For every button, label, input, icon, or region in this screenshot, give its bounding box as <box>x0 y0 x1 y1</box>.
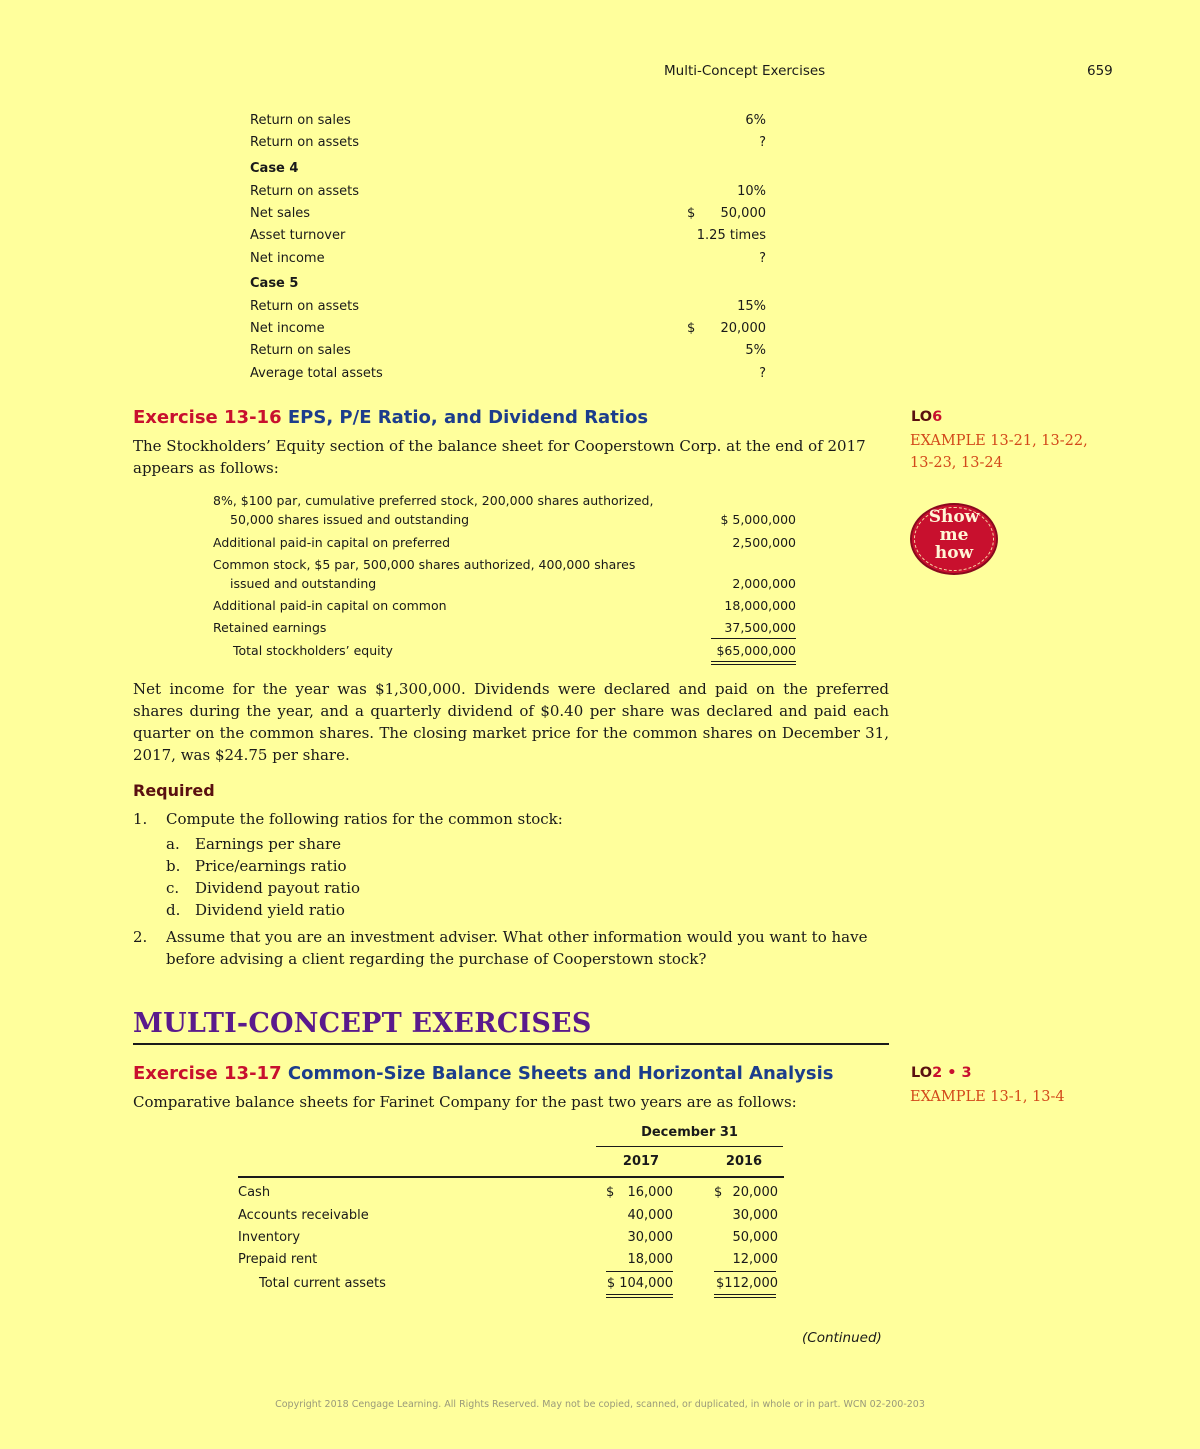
row-label: Net income <box>250 321 325 336</box>
list-marker: b. <box>166 857 181 875</box>
table-row <box>250 299 766 319</box>
lo-number: 6 <box>932 409 943 425</box>
table-row <box>238 1185 778 1205</box>
exercise-16-intro <box>133 435 889 479</box>
lo-label <box>911 1065 972 1081</box>
list-text <box>166 926 867 970</box>
list-marker: 2. <box>133 928 148 946</box>
list-item <box>133 926 889 970</box>
exercise-17-heading <box>133 1063 833 1084</box>
table-row <box>250 206 766 226</box>
example-reference[interactable] <box>910 430 1088 474</box>
exercise-17-intro: Comparative balance sheets for Farinet Company for the past two years are as follows: <box>133 1093 797 1111</box>
row-value-2016: 30,000 <box>732 1208 778 1223</box>
show-me-how-button[interactable] <box>910 503 998 575</box>
table-row <box>213 512 796 532</box>
list-item <box>133 808 889 830</box>
row-label: Accounts receivable <box>238 1208 369 1223</box>
row-value: ? <box>759 366 766 381</box>
row-currency: $ <box>687 321 696 336</box>
row-label: Net sales <box>250 206 311 221</box>
badge-word: Show <box>928 507 980 527</box>
row-label: Inventory <box>238 1230 301 1245</box>
table-row <box>238 1276 778 1296</box>
row-value-2016: $112,000 <box>715 1276 778 1291</box>
table-row <box>238 1230 778 1250</box>
table-row <box>213 643 796 663</box>
row-value-2017: 16,000 <box>627 1185 673 1200</box>
section-heading: MULTI-CONCEPT EXERCISES <box>133 1008 592 1039</box>
list-item <box>166 833 566 855</box>
row-label: Case 4 <box>250 161 299 176</box>
row-value-2016: 20,000 <box>732 1185 778 1200</box>
row-value: 37,500,000 <box>724 620 796 635</box>
list-item <box>166 899 566 921</box>
row-value: ? <box>759 251 766 266</box>
table-row <box>250 184 766 204</box>
total-double-rule <box>711 664 796 665</box>
case-heading <box>250 276 766 296</box>
page-number: 659 <box>1087 63 1113 79</box>
table-header: December 31 <box>641 1125 738 1140</box>
row-label: Return on sales <box>250 113 351 128</box>
row-value: 6% <box>745 113 766 128</box>
required-heading: Required <box>133 781 215 800</box>
badge-word: me <box>939 525 969 545</box>
table-row <box>250 135 766 155</box>
header-bottom-rule <box>238 1176 784 1178</box>
exercise-number: Exercise 13-17 <box>133 1063 282 1084</box>
row-label: Return on assets <box>250 135 359 150</box>
row-label: Additional paid-in capital on common <box>213 598 447 613</box>
header-rule <box>596 1146 783 1147</box>
row-value-2017: 18,000 <box>627 1252 673 1267</box>
row-label: Cash <box>238 1185 271 1200</box>
section-rule <box>133 1043 889 1045</box>
intro-line: The Stockholders’ Equity section of the balance sheet for Cooperstown Corp. at the end of 2017 <box>133 437 866 455</box>
row-value: $65,000,000 <box>716 643 796 658</box>
subtotal-rule <box>714 1271 776 1272</box>
example-reference[interactable]: EXAMPLE 13-1, 13-4 <box>910 1089 1065 1105</box>
table-row <box>213 535 796 555</box>
exercise-title: Common-Size Balance Sheets and Horizontal Analysis <box>287 1063 834 1084</box>
total-double-rule <box>711 661 796 662</box>
list-text: Compute the following ratios for the common stock: <box>166 810 563 828</box>
table-row <box>238 1208 778 1228</box>
row-value: ? <box>759 135 766 150</box>
total-double-rule <box>714 1297 776 1298</box>
row-label: Return on sales <box>250 343 351 358</box>
table-row <box>213 620 796 640</box>
lo-number: 2 • 3 <box>932 1065 972 1081</box>
row-label: Average total assets <box>250 366 383 381</box>
list-text: Dividend payout ratio <box>195 879 361 897</box>
list-text: Price/earnings ratio <box>195 857 347 875</box>
row-label: 50,000 shares issued and outstanding <box>230 512 470 527</box>
column-header-2017: 2017 <box>622 1154 660 1169</box>
row-value: 2,000,000 <box>732 576 796 591</box>
lo-label <box>911 409 942 425</box>
table-row <box>213 576 796 596</box>
running-title: Multi-Concept Exercises <box>664 63 826 79</box>
list-text-line: before advising a client regarding the purchase of Cooperstown stock? <box>166 950 707 968</box>
row-label: Additional paid-in capital on preferred <box>213 535 451 550</box>
list-text: Earnings per share <box>195 835 342 853</box>
row-label: 8%, $100 par, cumulative preferred stock, 200,000 shares authorized, <box>213 493 654 508</box>
column-header-2016: 2016 <box>725 1154 763 1169</box>
table-row <box>250 343 766 363</box>
row-label: Total current assets <box>259 1276 386 1291</box>
list-marker: c. <box>166 879 180 897</box>
row-value: 18,000,000 <box>724 598 796 613</box>
row-value-2017: $ 104,000 <box>606 1276 673 1291</box>
row-label: issued and outstanding <box>230 576 377 591</box>
row-label: Return on assets <box>250 184 359 199</box>
row-value: 20,000 <box>720 321 766 336</box>
total-double-rule <box>606 1297 673 1298</box>
row-currency: $ <box>714 1185 723 1200</box>
row-label: Case 5 <box>250 276 299 291</box>
row-currency: $ <box>687 206 696 221</box>
table-row <box>250 251 766 271</box>
list-item <box>166 855 566 877</box>
row-label: Asset turnover <box>250 228 346 243</box>
table-row <box>250 113 766 133</box>
list-marker: a. <box>166 835 180 853</box>
case-heading <box>250 161 766 181</box>
list-marker: 1. <box>133 810 148 828</box>
badge-word: how <box>934 543 974 563</box>
row-label: Common stock, $5 par, 500,000 shares authorized, 400,000 shares <box>213 557 636 572</box>
total-double-rule <box>606 1294 673 1295</box>
row-value-2016: 12,000 <box>732 1252 778 1267</box>
table-row <box>213 557 796 577</box>
row-value: $ 5,000,000 <box>720 512 796 527</box>
row-value-2017: 40,000 <box>627 1208 673 1223</box>
show-me-how-label <box>910 508 998 562</box>
copyright-notice: Copyright 2018 Cengage Learning. All Rights Reserved. May not be copied, scanned, or duplicated, in whole or in part. WCN 02-200-203 <box>275 1399 925 1410</box>
row-value: 1.25 times <box>696 228 766 243</box>
table-row <box>250 228 766 248</box>
table-row <box>213 598 796 618</box>
table-row <box>238 1252 778 1272</box>
list-marker: d. <box>166 901 181 919</box>
example-line[interactable]: 13-23, 13-24 <box>910 455 1003 471</box>
total-double-rule <box>714 1294 776 1295</box>
row-value: 50,000 <box>720 206 766 221</box>
continued-note: (Continued) <box>802 1330 882 1346</box>
list-text-line: Assume that you are an investment adviser. What other information would you want to have <box>166 928 868 946</box>
lo-prefix: LO <box>911 409 933 425</box>
row-label: Retained earnings <box>213 620 327 635</box>
row-label: Total stockholders’ equity <box>233 643 393 658</box>
row-label: Return on assets <box>250 299 359 314</box>
row-value: 2,500,000 <box>732 535 796 550</box>
running-head <box>0 63 1200 83</box>
table-row <box>250 366 766 386</box>
subtotal-rule <box>606 1271 673 1272</box>
lo-prefix: LO <box>911 1065 933 1081</box>
row-value: 15% <box>737 299 766 314</box>
row-value-2016: 50,000 <box>732 1230 778 1245</box>
exercise-16-paragraph: Net income for the year was $1,300,000. Dividends were declared and paid on the preferred shares during the year, and a quarterly dividend of $0.40 per share was declared and paid each quarter on the common shares. The closing market price for the common shares on December 31, 2017, was $24.75 per share. <box>133 680 889 764</box>
row-value: 5% <box>745 343 766 358</box>
row-currency: $ <box>606 1185 615 1200</box>
row-label: Prepaid rent <box>238 1252 318 1267</box>
exercise-16-heading <box>133 407 648 428</box>
table-row <box>213 493 796 513</box>
row-label: Net income <box>250 251 325 266</box>
exercise-title: EPS, P/E Ratio, and Dividend Ratios <box>287 407 649 428</box>
row-value-2017: 30,000 <box>627 1230 673 1245</box>
subtotal-rule <box>711 638 796 639</box>
example-line[interactable]: EXAMPLE 13-21, 13-22, <box>910 433 1088 449</box>
exercise-number: Exercise 13-16 <box>133 407 282 428</box>
list-item <box>166 877 566 899</box>
list-text: Dividend yield ratio <box>195 901 345 919</box>
row-value: 10% <box>737 184 766 199</box>
intro-line: appears as follows: <box>133 459 279 477</box>
table-row <box>250 321 766 341</box>
